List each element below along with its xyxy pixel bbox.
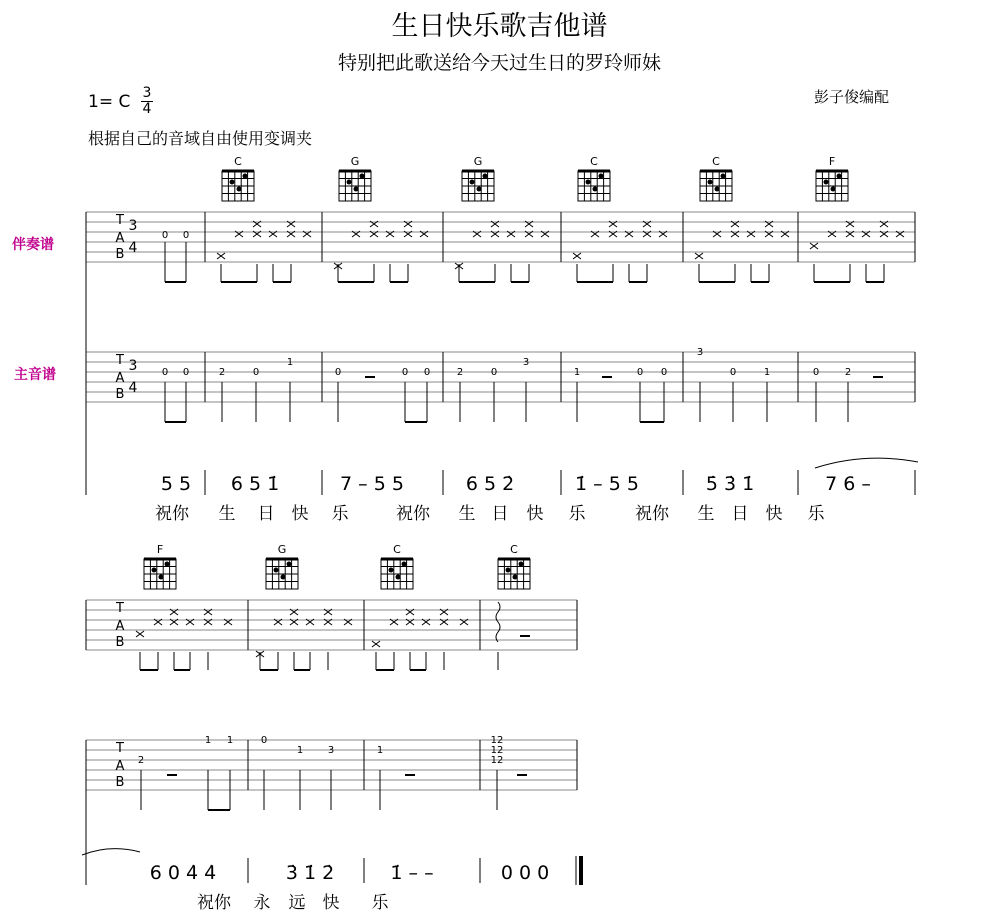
tab-time-bottom: 4 <box>128 380 138 396</box>
tie-slur <box>815 458 918 468</box>
tab-letter-t: T <box>116 601 124 616</box>
lyric-syllable: 快 <box>322 893 340 913</box>
chord-dot <box>477 187 482 192</box>
jianpu-group: 1̇ – 5 5 <box>575 473 639 495</box>
jianpu-group: 5̇ 3̇ 1̇ <box>705 473 755 495</box>
lyric-syllable: 生 <box>458 504 476 524</box>
lyric-syllable: 生 <box>218 504 236 524</box>
chord-name: C <box>234 155 242 168</box>
fret-number: 0 <box>334 367 342 378</box>
chord-name: G <box>473 155 483 168</box>
tab-letter-b: B <box>115 387 125 402</box>
song-title: 生日快乐歌吉他谱 <box>391 11 608 42</box>
chord-dot <box>513 575 518 580</box>
fret-number: 0 <box>260 735 268 746</box>
jianpu-group: 0 0 0 <box>500 862 550 884</box>
chord-dot <box>483 174 488 179</box>
chord-name: C <box>590 155 598 168</box>
tab-letter-t: T <box>116 353 124 368</box>
chord-dot <box>281 575 286 580</box>
chord-dot <box>152 568 157 573</box>
chord-dot <box>237 187 242 192</box>
chord-dot <box>586 180 591 185</box>
fret-number: 1 <box>204 735 212 746</box>
capo-note: 根据自己的音域自由使用变调夹 <box>88 129 313 148</box>
tab-letter-t: T <box>116 213 124 228</box>
fret-number: 0 <box>660 367 668 378</box>
lyric-syllable: 生 <box>697 504 715 524</box>
time-signature-bottom: 4 <box>142 101 152 117</box>
chord-dot <box>831 187 836 192</box>
fret-number: 0 <box>161 230 169 241</box>
fret-number: 0 <box>401 367 409 378</box>
chord-dot <box>354 187 359 192</box>
jianpu-group: 5 5 <box>160 473 192 495</box>
key-signature: 1= C <box>88 92 131 112</box>
chord-dot <box>599 174 604 179</box>
chord-dot <box>159 575 164 580</box>
jianpu-group: 6 0 4̇ 4̇ <box>149 862 217 884</box>
chord-name: G <box>350 155 360 168</box>
fret-number: 3 <box>696 347 704 358</box>
tab-letter-b: B <box>115 247 125 262</box>
chord-dot <box>470 180 475 185</box>
lyric-syllable: 远 <box>288 893 306 913</box>
lyric-syllable: 乐 <box>807 504 825 524</box>
song-subtitle: 特别把此歌送给今天过生日的罗玲师妹 <box>337 52 661 74</box>
chord-name: F <box>156 543 164 556</box>
chord-name: C <box>510 543 518 556</box>
fret-number: 3 <box>522 357 530 368</box>
fret-number: 0 <box>490 367 498 378</box>
fret-number: 1 <box>226 735 234 746</box>
fret-number: 0 <box>812 367 820 378</box>
arranger-credit: 彭子俊编配 <box>814 88 890 106</box>
fret-number: 2 <box>844 367 852 378</box>
jianpu-group: 7 6 – <box>825 473 871 495</box>
chord-dot <box>824 180 829 185</box>
chord-dot <box>243 174 248 179</box>
chord-dot <box>274 568 279 573</box>
chord-dot <box>347 180 352 185</box>
chord-dot <box>506 568 511 573</box>
lyric-syllable: 祝你 <box>197 893 231 913</box>
lyric-syllable: 永 <box>253 893 271 913</box>
chord-dot <box>519 562 524 567</box>
tab-letter-a: A <box>115 371 125 386</box>
chord-dot <box>708 180 713 185</box>
fret-number: 1 <box>296 745 304 756</box>
fret-number: 1 <box>573 367 581 378</box>
chord-dot <box>360 174 365 179</box>
fret-number: 12 <box>490 755 504 766</box>
tab-letter-t: T <box>116 741 124 756</box>
chord-dot <box>721 174 726 179</box>
chord-name: F <box>828 155 836 168</box>
lyric-syllable: 快 <box>765 504 783 524</box>
lyric-syllable: 快 <box>526 504 544 524</box>
chord-dot <box>165 562 170 567</box>
lyric-syllable: 祝你 <box>155 504 189 524</box>
fret-number: 0 <box>182 230 190 241</box>
fret-number: 12 <box>490 745 504 756</box>
lyric-syllable: 乐 <box>568 504 586 524</box>
tie-slur <box>82 849 140 855</box>
tab-letter-b: B <box>115 635 125 650</box>
tab-time-top: 3 <box>128 218 138 234</box>
lyric-syllable: 日 <box>491 504 509 524</box>
fret-number: 2 <box>456 367 464 378</box>
chord-name: C <box>393 543 401 556</box>
lyric-syllable: 日 <box>257 504 275 524</box>
lyric-syllable: 乐 <box>331 504 349 524</box>
jianpu-group: 1̇ – – <box>390 862 434 884</box>
tab-letter-a: A <box>115 231 125 246</box>
chord-name: G <box>277 543 287 556</box>
chord-dot <box>593 187 598 192</box>
lyric-syllable: 快 <box>291 504 309 524</box>
arpeggio-mark <box>496 602 500 642</box>
fret-number: 1 <box>763 367 771 378</box>
fret-number: 0 <box>182 367 190 378</box>
fret-number: 3 <box>327 745 335 756</box>
chord-dot <box>389 568 394 573</box>
chord-dot <box>402 562 407 567</box>
fret-number: 2 <box>137 755 145 766</box>
lyric-syllable: 祝你 <box>396 504 430 524</box>
fret-number: 0 <box>252 367 260 378</box>
accompaniment-label: 伴奏谱 <box>12 237 54 253</box>
fret-number: 0 <box>636 367 644 378</box>
tab-time-top: 3 <box>128 358 138 374</box>
chord-dot <box>287 562 292 567</box>
fret-number: 12 <box>490 735 504 746</box>
lyric-syllable: 日 <box>731 504 749 524</box>
jianpu-group: 7 – 5 5 <box>340 473 404 495</box>
tab-letter-b: B <box>115 775 125 790</box>
lyric-syllable: 祝你 <box>635 504 669 524</box>
jianpu-group: 6 5 2̇ <box>465 473 515 495</box>
jianpu-group: 3̇ 1̇ 2̇ <box>285 862 335 884</box>
chord-dot <box>230 180 235 185</box>
fret-number: 1 <box>376 745 384 756</box>
chord-dot <box>837 174 842 179</box>
fret-number: 1 <box>286 357 294 368</box>
fret-number: 0 <box>729 367 737 378</box>
chord-dot <box>396 575 401 580</box>
chord-name: C <box>712 155 720 168</box>
tab-letter-a: A <box>115 759 125 774</box>
jianpu-group: 6 5 1̇ <box>230 473 280 495</box>
lyric-syllable: 乐 <box>371 893 389 913</box>
time-signature-top: 3 <box>142 85 152 101</box>
tab-time-bottom: 4 <box>128 240 138 256</box>
melody-label: 主音谱 <box>14 367 56 383</box>
tab-letter-a: A <box>115 619 125 634</box>
chord-dot <box>715 187 720 192</box>
fret-number: 0 <box>423 367 431 378</box>
fret-number: 2 <box>218 367 226 378</box>
fret-number: 0 <box>161 367 169 378</box>
